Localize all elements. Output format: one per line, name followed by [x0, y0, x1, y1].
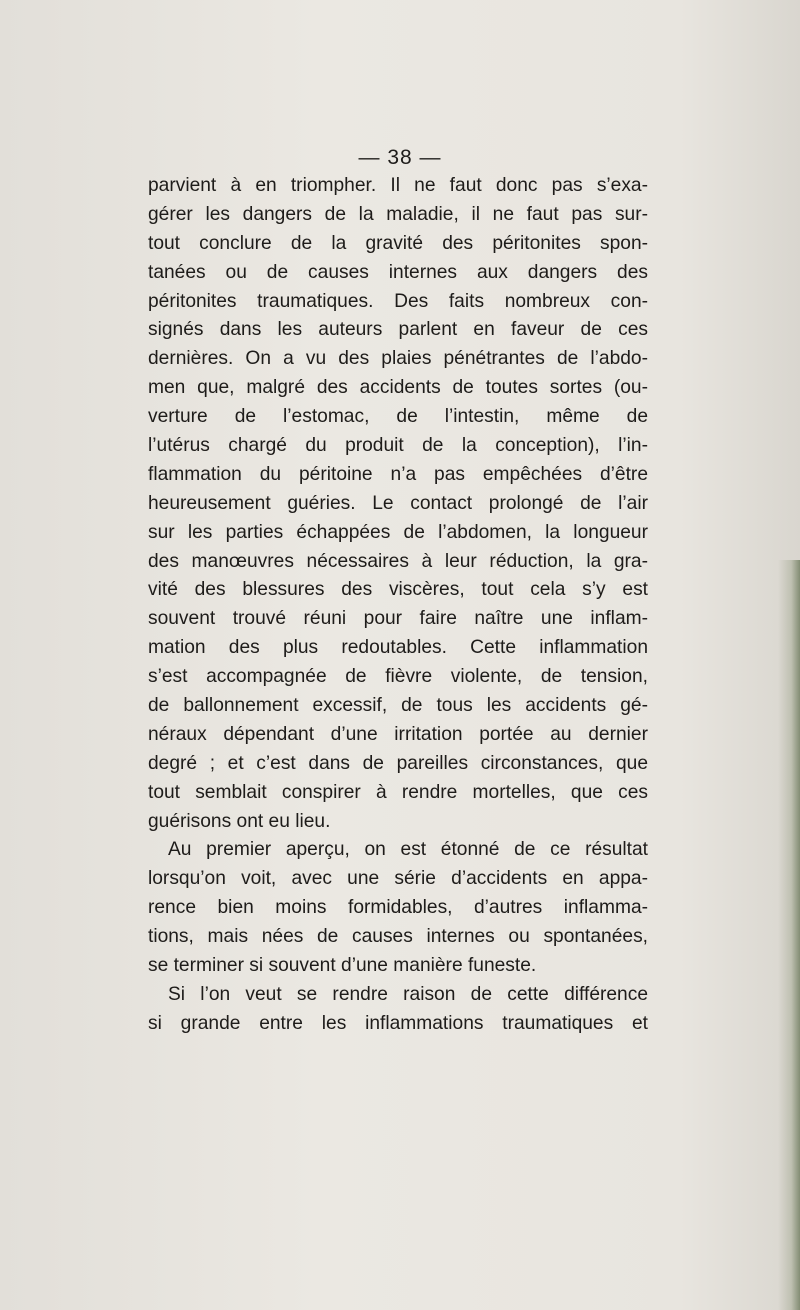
text-line: sur les parties échappées de l’abdomen, la longueur — [148, 521, 648, 543]
text-line: péritonites traumatiques. Des faits nombreux con- — [148, 290, 648, 312]
text-line: tions, mais nées de causes internes ou spontanées, — [148, 926, 648, 948]
text-line: men que, malgré des accidents de toutes sortes (ou- — [148, 377, 648, 399]
text-line: s’est accompagnée de fièvre violente, de tension, — [148, 666, 648, 688]
text-line: flammation du péritoine n’a pas empêchées d’être — [148, 463, 648, 485]
text-line: si grande entre les inflammations traumatiques et — [148, 1012, 648, 1034]
text-line: mation des plus redoutables. Cette inflammation — [148, 637, 648, 659]
text-line: rence bien moins formidables, d’autres inflamma- — [148, 897, 648, 919]
text-line: dernières. On a vu des plaies pénétrantes de l’abdo- — [148, 348, 648, 370]
text-line: heureusement guéries. Le contact prolongé de l’air — [148, 492, 648, 514]
text-line: l’utérus chargé du produit de la conception), l’in- — [148, 435, 648, 457]
text-line: gérer les dangers de la maladie, il ne faut pas sur- — [148, 203, 648, 225]
text-line: lorsqu’on voit, avec une série d’accidents en appa- — [148, 868, 648, 890]
text-line: parvient à en triompher. Il ne faut donc pas s’exa- — [148, 175, 648, 196]
paragraph-end-line: guérisons ont eu lieu. — [148, 810, 331, 832]
text-line: degré ; et c’est dans de pareilles circonstances, que — [148, 752, 648, 774]
text-line: verture de l’estomac, de l’intestin, même de — [148, 406, 648, 428]
text-line: tout conclure de la gravité des péritonites spon- — [148, 232, 648, 254]
text-line: néraux dépendant d’une irritation portée au dernier — [148, 723, 648, 745]
paragraph-end-line: se terminer si souvent d’une manière funeste. — [148, 955, 537, 977]
body-text — [148, 172, 648, 1039]
text-line: signés dans les auteurs parlent en faveur de ces — [148, 319, 648, 341]
page-number: — 38 — — [358, 146, 442, 169]
text-line: des manœuvres nécessaires à leur réduction, la gra- — [148, 550, 648, 572]
paragraph-start-line: Si l’on veut se rendre raison de cette différence — [168, 983, 648, 1005]
text-line: tout semblait conspirer à rendre mortelles, que ces — [148, 781, 648, 803]
text-line: vité des blessures des viscères, tout cela s’y est — [148, 579, 648, 601]
text-line: de ballonnement excessif, de tous les accidents gé- — [148, 695, 648, 717]
text-line: tanées ou de causes internes aux dangers des — [148, 261, 648, 283]
text-line: souvent trouvé réuni pour faire naître une inflam- — [148, 608, 648, 630]
page-edge-shadow — [778, 560, 800, 1310]
paragraph-start-line: Au premier aperçu, on est étonné de ce résultat — [168, 839, 648, 861]
